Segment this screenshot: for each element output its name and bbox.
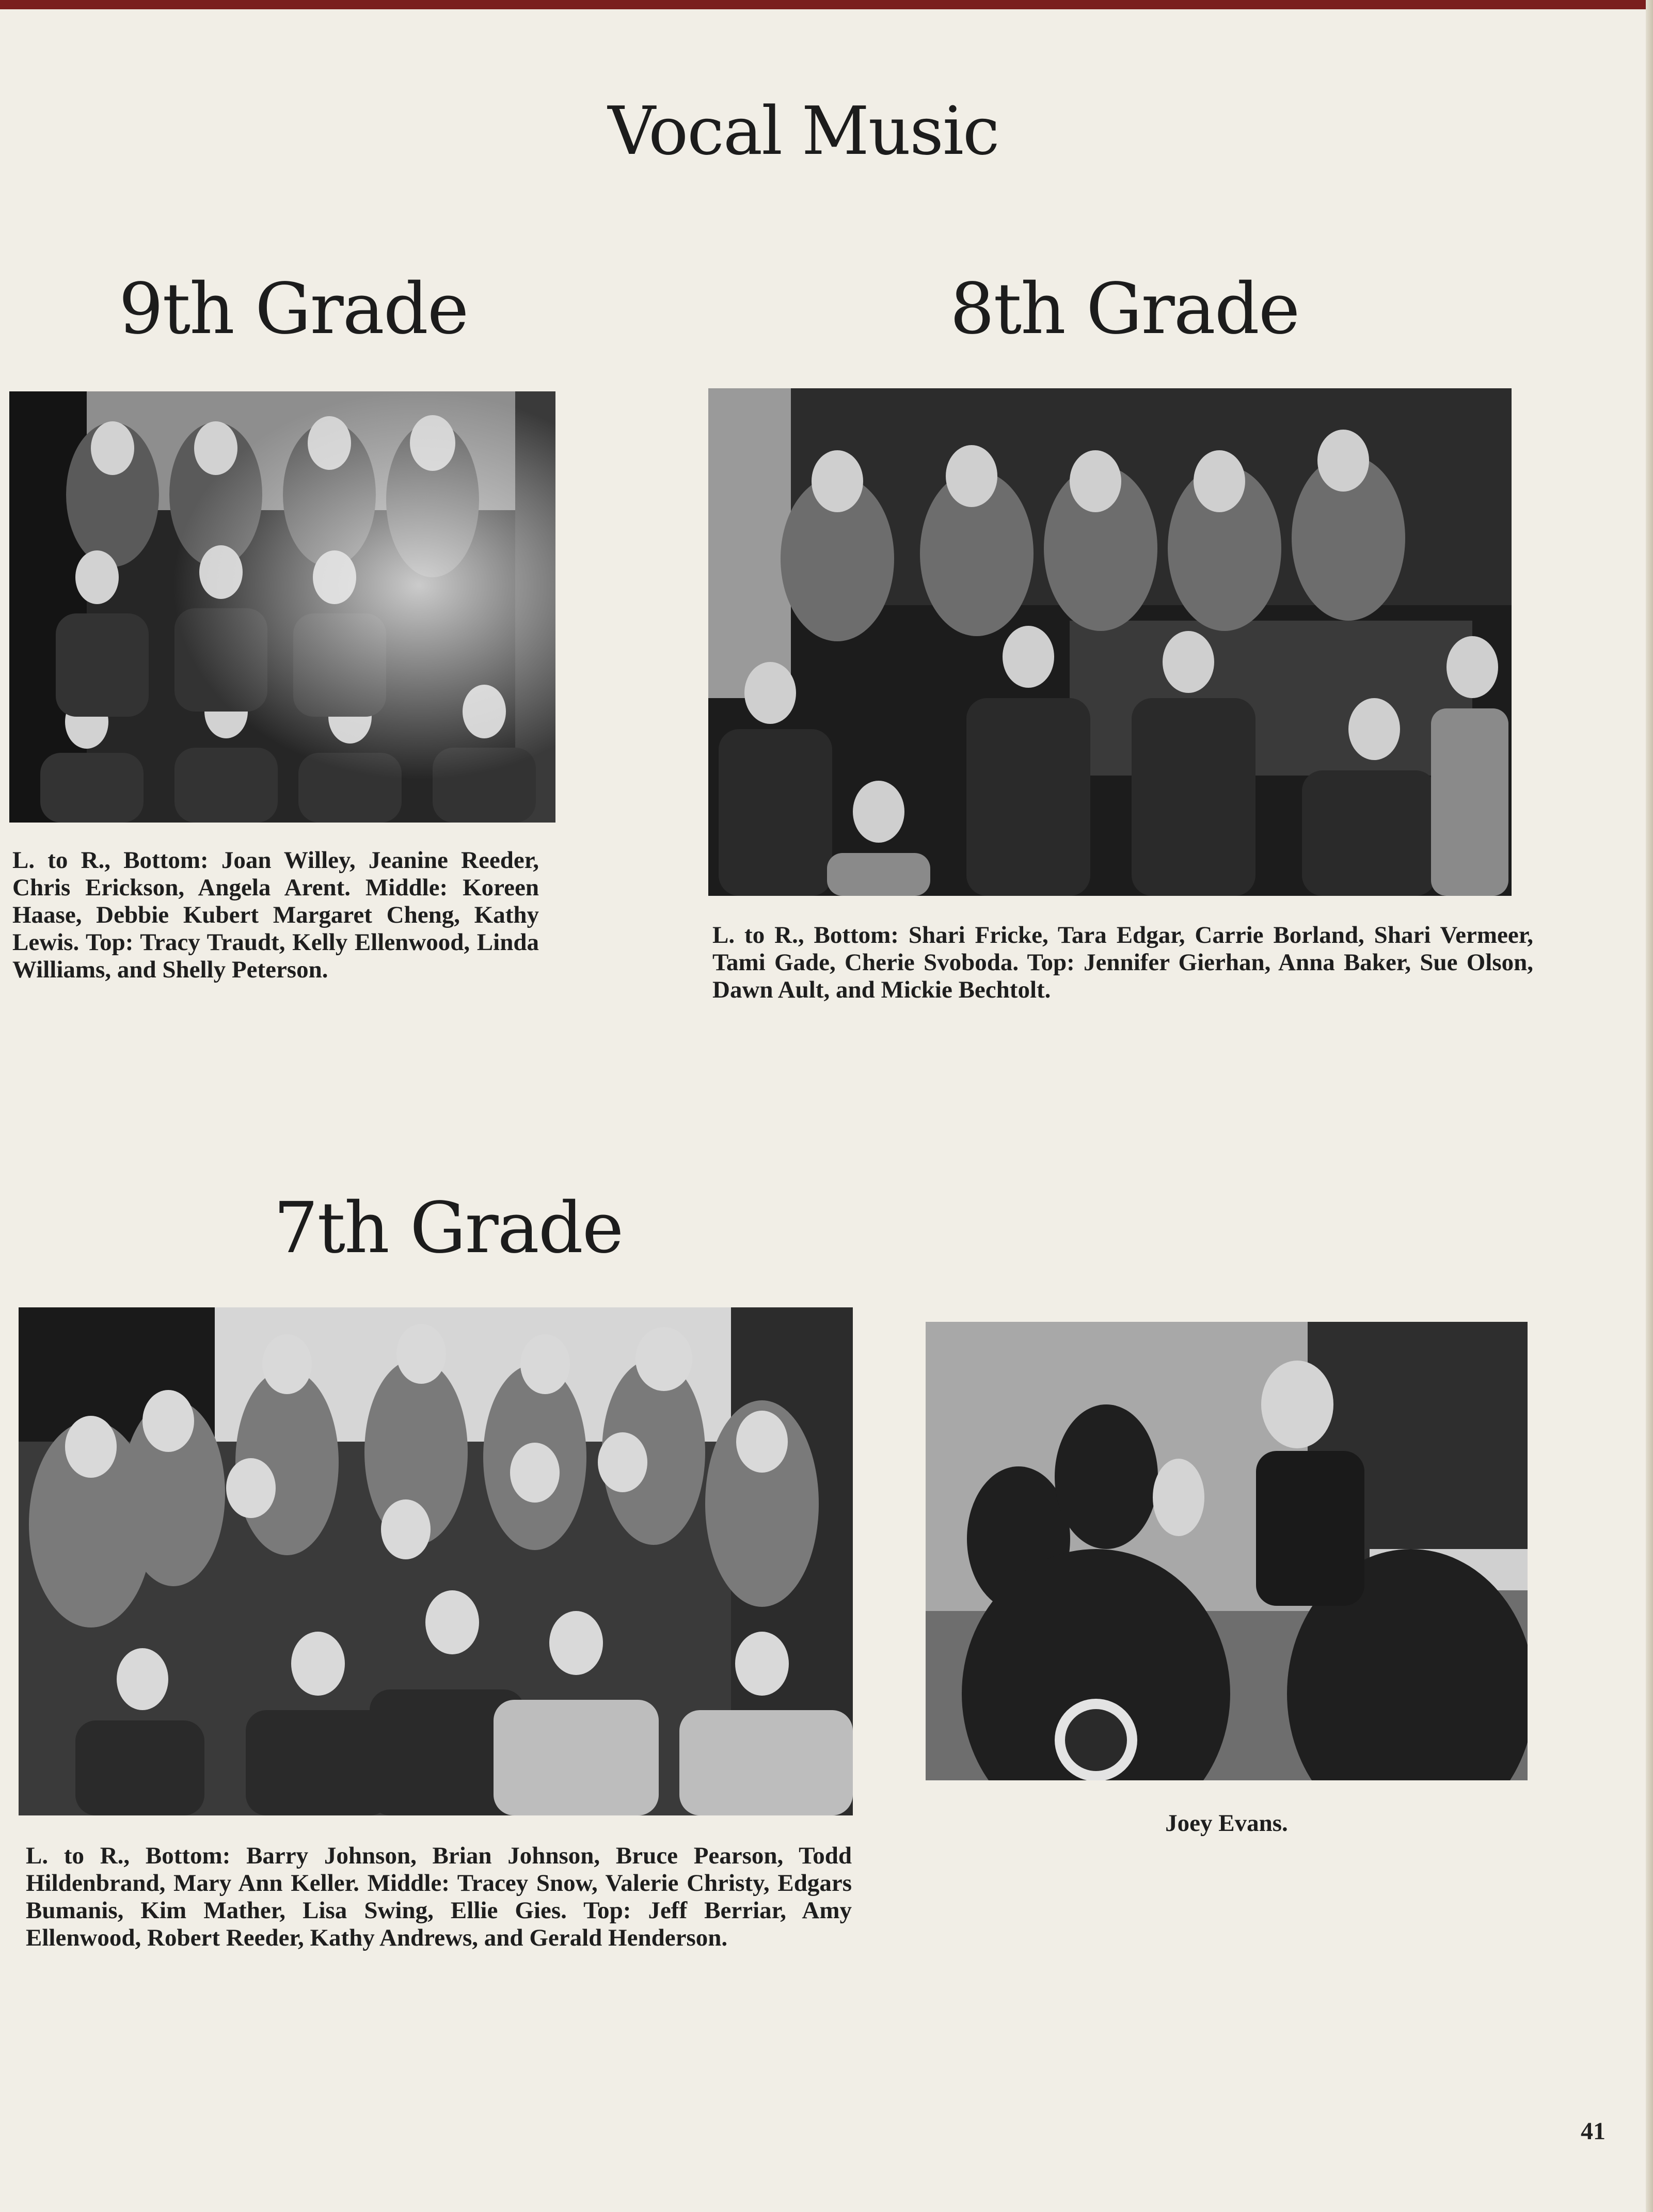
page-number: 41	[1581, 2118, 1606, 2145]
ninth-grade-group-photo	[9, 391, 555, 823]
candid-photo-caption: Joey Evans.	[1165, 1810, 1288, 1837]
joey-evans-candid-photo	[926, 1322, 1528, 1780]
page-title: Vocal Music	[608, 93, 999, 170]
eighth-grade-heading: 8th Grade	[950, 268, 1299, 350]
eighth-grade-caption: L. to R., Bottom: Shari Fricke, Tara Edgar, Carrie Borland, Shari Vermeer, Tami Gade, Cherie Svoboda. Top: Jennifer Gierhan, Anna Baker, Sue Olson, Dawn Ault, and Mickie Bechtolt.	[712, 922, 1533, 1003]
page-binding-edge	[0, 0, 1653, 9]
ninth-grade-heading: 9th Grade	[119, 268, 468, 350]
seventh-grade-group-photo	[19, 1307, 853, 1815]
seventh-grade-caption: L. to R., Bottom: Barry Johnson, Brian Johnson, Bruce Pearson, Todd Hildenbrand, Mary Ann Keller. Middle: Tracey Snow, Valerie Christy, Edgars Bumanis, Kim Mather, Lisa Swing, Ellie Gies. Top: Jeff Berriar, Amy Ellenwood, Robert Reeder, Kathy Andrews, and Gerald Henderson.	[26, 1842, 852, 1951]
ninth-grade-caption: L. to R., Bottom: Joan Willey, Jeanine Reeder, Chris Erickson, Angela Arent. Middle: Koreen Haase, Debbie Kubert Margaret Cheng, Kathy Lewis. Top: Tracy Traudt, Kelly Ellenwood, Linda Williams, and Shelly Peterson.	[12, 847, 539, 983]
seventh-grade-heading: 7th Grade	[274, 1188, 623, 1269]
eighth-grade-group-photo	[708, 388, 1512, 896]
page-edge-shadow	[1646, 0, 1653, 2212]
